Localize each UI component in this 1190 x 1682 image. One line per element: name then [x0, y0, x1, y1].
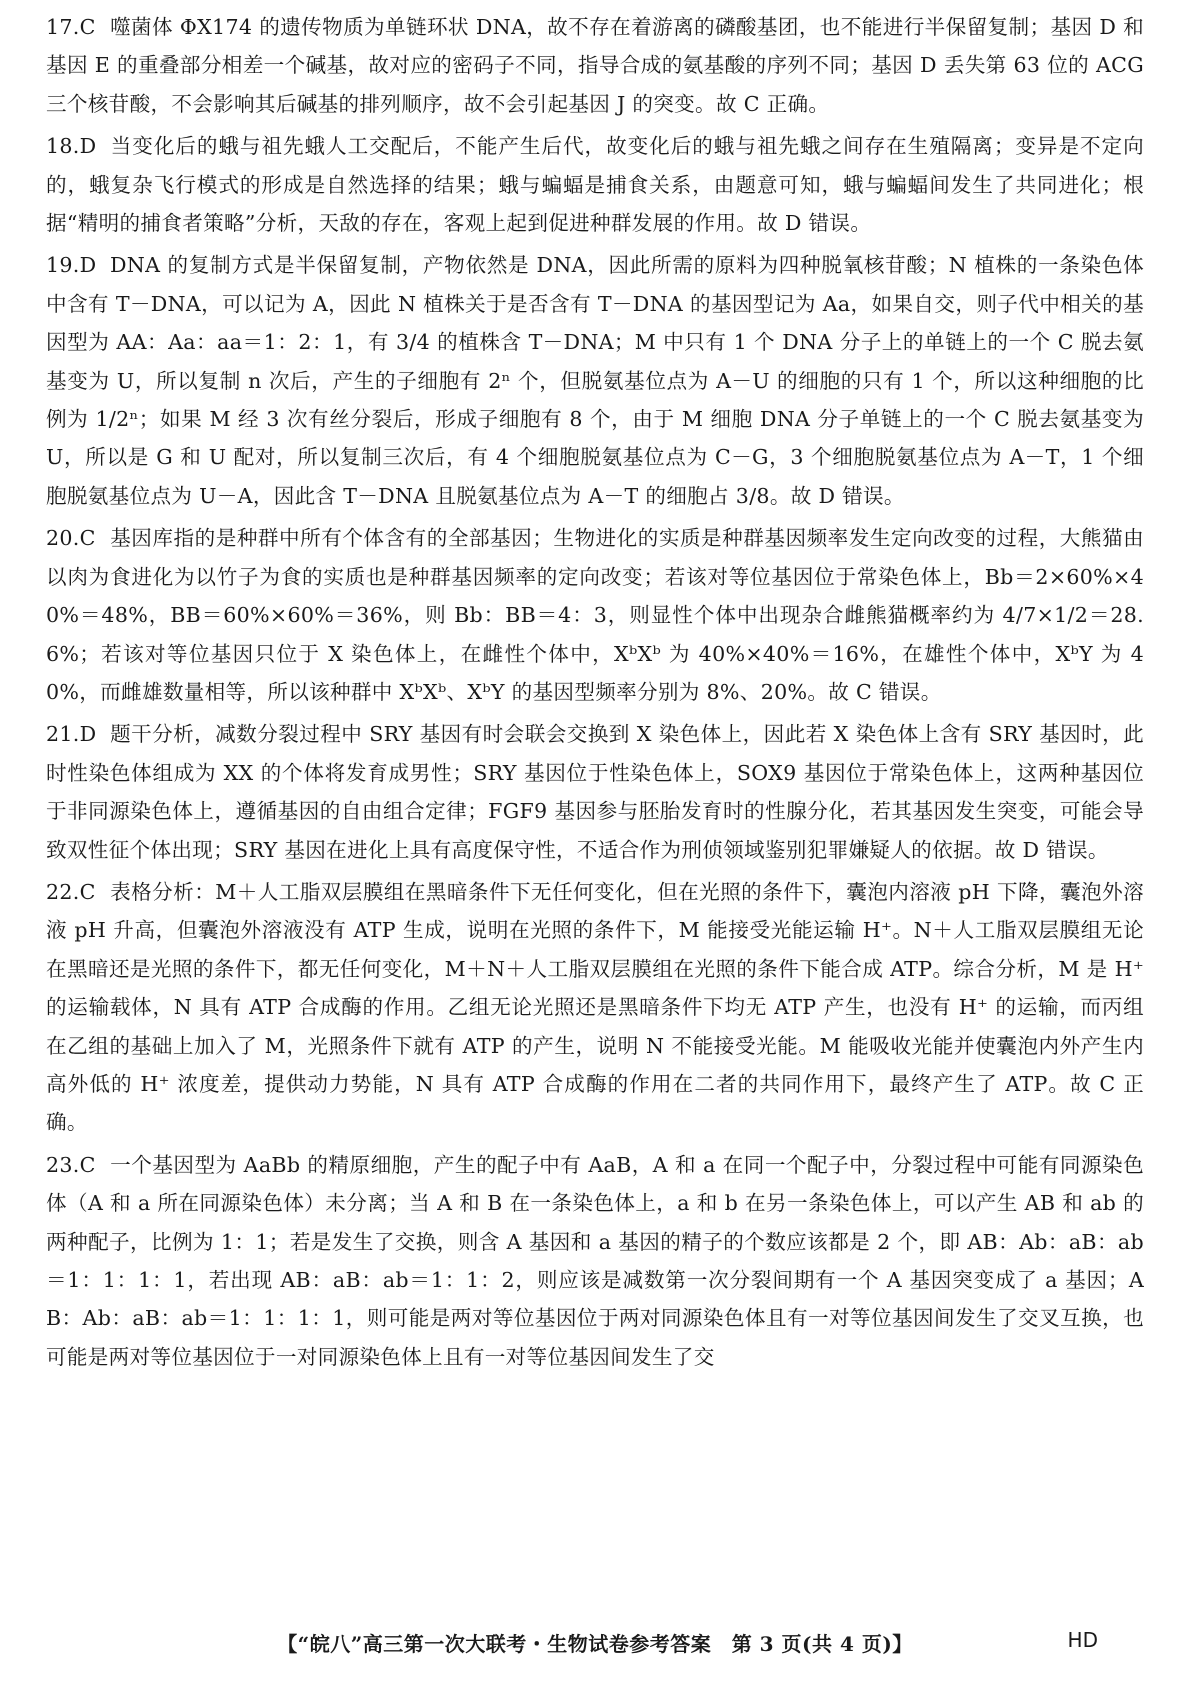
answer-text: 题干分析，减数分裂过程中 SRY 基因有时会联会交换到 X 染色体上，因此若 X 染色体上含有 SRY 基因时，此时性染色体组成为 XX 的个体将发育成男性；SRY 基因位于性染色体上，SOX9 基因位于常染色体上，这两种基因位于非同源染色体上，遵循基因的自由组合定律；FGF9 基因参与胚胎发育时的性腺分化，若其基因发生突变，可能会导致双性征个体出现；SRY 基因在进化上具有高度保守性，不适合作为刑侦领域鉴别犯罪嫌疑人的依据。故 D 错误。 [46, 722, 1144, 862]
answer-item-17 [46, 8, 1144, 123]
answer-number: 19.D [46, 253, 97, 278]
answer-text: 基因库指的是种群中所有个体含有的全部基因；生物进化的实质是种群基因频率发生定向改变的过程，大熊猫由以肉为食进化为以竹子为食的实质也是种群基因频率的定向改变；若该对等位基因位于常染色体上，Bb＝2×60%×40%＝48%，BB＝60%×60%＝36%，则 Bb：BB＝4：3，则显性个体中出现杂合雌熊猫概率约为 4/7×1/2＝28.6%；若该对等位基因只位于 X 染色体上，在雌性个体中，XᵇXᵇ 为 40%×40%＝16%，在雄性个体中，XᵇY 为 40%，而雌雄数量相等，所以该种群中 XᵇXᵇ、XᵇY 的基因型频率分别为 8%、20%。故 C 错误。 [46, 526, 1144, 704]
answer-item-22 [46, 873, 1144, 1142]
answer-item-20 [46, 519, 1144, 711]
answer-item-23 [46, 1146, 1144, 1376]
answer-number: 23.C [46, 1152, 96, 1177]
page-footer [0, 1628, 1190, 1658]
answer-item-21 [46, 715, 1144, 869]
answer-number: 18.D [46, 134, 97, 159]
answer-number: 17.C [46, 15, 96, 39]
answer-text: 当变化后的蛾与祖先蛾人工交配后，不能产生后代，故变化后的蛾与祖先蛾之间存在生殖隔离；变异是不定向的，蛾复杂飞行模式的形成是自然选择的结果；蛾与蝙蝠是捕食关系，由题意可知，蛾与蝙蝠间发生了共同进化；根据“精明的捕食者策略”分析，天敌的存在，客观上起到促进种群发展的作用。故 D 错误。 [46, 134, 1144, 236]
footer-code: HD [1067, 1628, 1098, 1652]
footer-title: 【“皖八”高三第一次大联考・生物试卷参考答案 第 3 页(共 4 页)】 [277, 1632, 913, 1656]
answer-text: 表格分析：M＋人工脂双层膜组在黑暗条件下无任何变化，但在光照的条件下，囊泡内溶液 pH 下降，囊泡外溶液 pH 升高，但囊泡外溶液没有 ATP 生成，说明在光照的条件下，M 能接受光能运输 H⁺。N＋人工脂双层膜组无论在黑暗还是光照的条件下，都无任何变化，M＋N＋人工脂双层膜组在光照的条件下能合成 ATP。综合分析，M 是 H⁺ 的运输载体，N 具有 ATP 合成酶的作用。乙组无论光照还是黑暗条件下均无 ATP 产生，也没有 H⁺ 的运输，而丙组在乙组的基础上加入了 M，光照条件下就有 ATP 的产生，说明 N 不能接受光能。M 能吸收光能并使囊泡内外产生内高外低的 H⁺ 浓度差，提供动力势能，N 具有 ATP 合成酶的作用在二者的共同作用下，最终产生了 ATP。故 C 正确。 [46, 879, 1144, 1135]
answer-number: 20.C [46, 526, 96, 551]
answer-item-19 [46, 246, 1144, 515]
answer-text: 噬菌体 ΦX174 的遗传物质为单链环状 DNA，故不存在着游离的磷酸基团，也不能进行半保留复制；基因 D 和基因 E 的重叠部分相差一个碱基，故对应的密码子不同，指导合成的氨基酸的序列不同；基因 D 丢失第 63 位的 ACG 三个核苷酸，不会影响其后碱基的排列顺序，故不会引起基因 J 的突变。故 C 正确。 [46, 15, 1144, 116]
answer-list [46, 8, 1144, 1380]
answer-number: 22.C [46, 879, 96, 904]
answer-text: DNA 的复制方式是半保留复制，产物依然是 DNA，因此所需的原料为四种脱氧核苷酸；N 植株的一条染色体中含有 T－DNA，可以记为 A，因此 N 植株关于是否含有 T－DNA 的基因型记为 Aa，如果自交，则子代中相关的基因型为 AA：Aa：aa＝1：2：1，有 3/4 的植株含 T－DNA；M 中只有 1 个 DNA 分子上的单链上的一个 C 脱去氨基变为 U，所以复制 n 次后，产生的子细胞有 2ⁿ 个，但脱氨基位点为 A－U 的细胞的只有 1 个，所以这种细胞的比例为 1/2ⁿ；如果 M 经 3 次有丝分裂后，形成子细胞有 8 个，由于 M 细胞 DNA 分子单链上的一个 C 脱去氨基变为 U，所以是 G 和 U 配对，所以复制三次后，有 4 个细胞脱氨基位点为 C－G，3 个细胞脱氨基位点为 A－T，1 个细胞脱氨基位点为 U－A，因此含 T－DNA 且脱氨基位点为 A－T 的细胞占 3/8。故 D 错误。 [46, 253, 1144, 508]
answer-item-18 [46, 127, 1144, 242]
answer-number: 21.D [46, 722, 97, 747]
answer-text: 一个基因型为 AaBb 的精原细胞，产生的配子中有 AaB，A 和 a 在同一个配子中，分裂过程中可能有同源染色体（A 和 a 所在同源染色体）未分离；当 A 和 B 在一条染色体上，a 和 b 在另一条染色体上，可以产生 AB 和 ab 的两种配子，比例为 1：1；若是发生了交换，则含 A 基因和 a 基因的精子的个数应该都是 2 个，即 AB：Ab：aB：ab＝1：1：1：1，若出现 AB：aB：ab＝1：1：2，则应该是减数第一次分裂间期有一个 A 基因突变成了 a 基因；AB：Ab：aB：ab＝1：1：1：1，则可能是两对等位基因位于两对同源染色体且有一对等位基因间发生了交叉互换，也可能是两对等位基因位于一对同源染色体上且有一对等位基因间发生了交 [46, 1152, 1144, 1369]
